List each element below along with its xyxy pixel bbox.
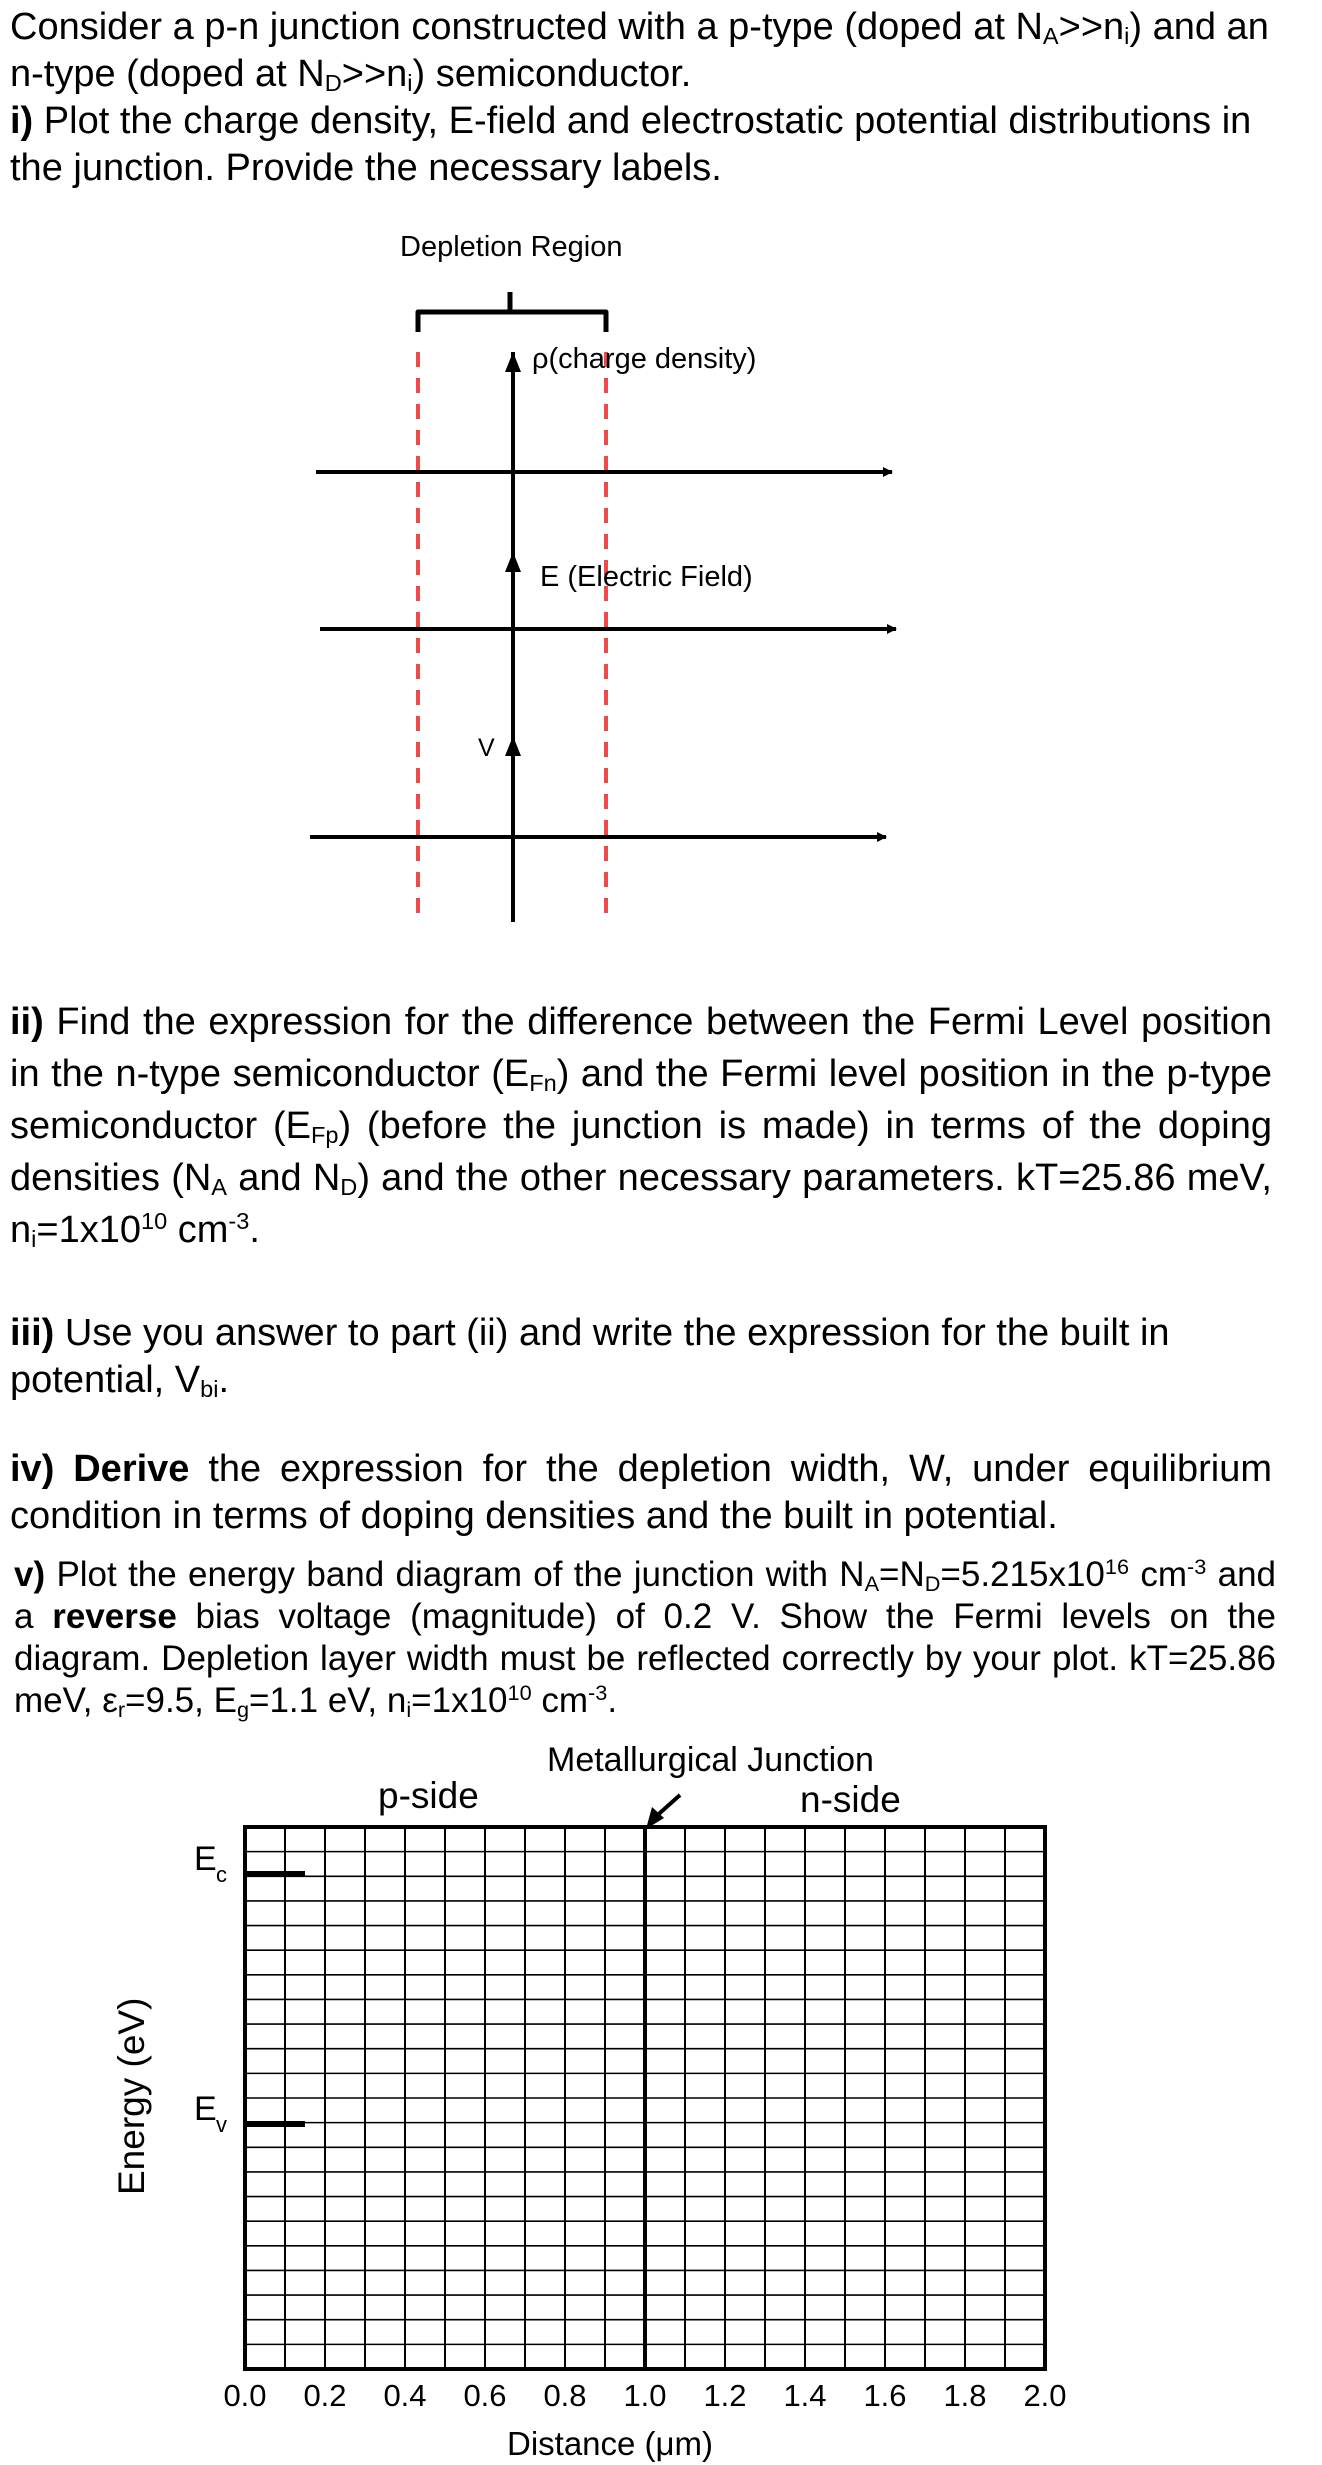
x-tick-label: 1.2	[703, 2378, 747, 2413]
x-tick-label: 0.4	[383, 2378, 427, 2413]
part-iii-marker: iii)	[10, 1312, 55, 1354]
part-iii-paragraph: iii) Use you answer to part (ii) and write the expression for the built in potential, $V_{bi}$.	[10, 1312, 1170, 1403]
x-tick-label: 1.6	[863, 2378, 907, 2413]
x-axis-label: Distance (μm)	[507, 2425, 714, 2462]
e-axis-arrow	[505, 552, 521, 572]
v-axis-label: V	[478, 734, 495, 762]
depletion-region-label: Depletion Region	[400, 231, 623, 263]
plot-frame	[245, 1827, 1045, 2369]
level-label-ev: E	[194, 2090, 217, 2128]
rho-axis-label: ρ(charge density)	[532, 343, 757, 375]
y-axis-label: Energy (eV)	[111, 1997, 152, 2195]
part-ii-paragraph: ii) Find the expression for the difference between the Fermi Level position in the n-type semiconductor $(E_{Fn})$ and the Fermi level position in the p-type semiconductor $(E_{Fp})$ (before the junction is made) in terms of the doping densities ($N_A$ and $N_D$) and the other necessary parameters. kT=25.86 meV, $n_i=1x10^{10}$ $cm^{-3}$.	[10, 1001, 1272, 1253]
p-side-label: p-side	[378, 1775, 479, 1816]
v-axis-arrow	[505, 736, 521, 756]
chart-title: Metallurgical Junction	[547, 1741, 874, 1779]
junction-distribution-figure	[0, 0, 1322, 940]
level-label-ec: E	[194, 1840, 217, 1878]
part-i-marker: i)	[10, 100, 34, 142]
x-tick-label: 0.8	[543, 2378, 587, 2413]
part-v-paragraph: v) Plot the energy band diagram of the junction with $N_A=N_D=5.215x10^{16}$ $cm^{-3}$ and a reverse bias voltage (magnitude) of 0.2 V. Show the Fermi levels on the diagram. Depletion layer width must be reflected correctly by your plot. kT=25.86 meV, $\varepsilon_r=9.5$, $E_g=1.1$ eV, $n_i=1x10^{10}$ $cm^{-3}$.	[14, 1554, 1277, 1722]
x-tick-label: 0.2	[303, 2378, 347, 2413]
x-tick-labels	[223, 2378, 1066, 2413]
x-tick-label: 0.0	[223, 2378, 267, 2413]
level-sublabel-ec: c	[216, 1862, 227, 1887]
part-v-marker: v)	[14, 1555, 46, 1594]
x-tick-label: 1.8	[943, 2378, 987, 2413]
junction-pointer-arrow	[652, 1795, 680, 1820]
part-iv-derive: iv) Derive	[10, 1448, 190, 1490]
part-iv-paragraph: iv) Derive the expression for the depletion width, W, under equilibrium condition in terms of doping densities and the built in potential.	[10, 1448, 1273, 1537]
part-ii-marker: ii)	[10, 1001, 44, 1043]
x-tick-label: 2.0	[1023, 2378, 1067, 2413]
e-axis-label: E (Electric Field)	[540, 561, 753, 593]
junction-pointer-arrowhead	[646, 1807, 664, 1829]
level-sublabel-ev: v	[216, 2112, 227, 2137]
depletion-brace	[418, 292, 606, 332]
rho-axis-arrow	[505, 352, 521, 372]
reverse-emphasis: reverse	[52, 1597, 177, 1636]
x-tick-label: 1.4	[783, 2378, 827, 2413]
part-i-paragraph: i) Plot the charge density, E-field and electrostatic potential distributions in the junction. Provide the necessary labels.	[10, 100, 1252, 189]
band-levels	[194, 1840, 305, 2137]
x-tick-label: 1.0	[623, 2378, 667, 2413]
band-grid	[245, 1827, 1045, 2369]
intro-paragraph: Consider a p-n junction constructed with a p-type (doped at $N_A>>n_i$) and an n-type (doped at $N_D>>n_i$) semiconductor.	[10, 6, 1269, 97]
x-tick-label: 0.6	[463, 2378, 507, 2413]
n-side-label: n-side	[800, 1779, 901, 1820]
